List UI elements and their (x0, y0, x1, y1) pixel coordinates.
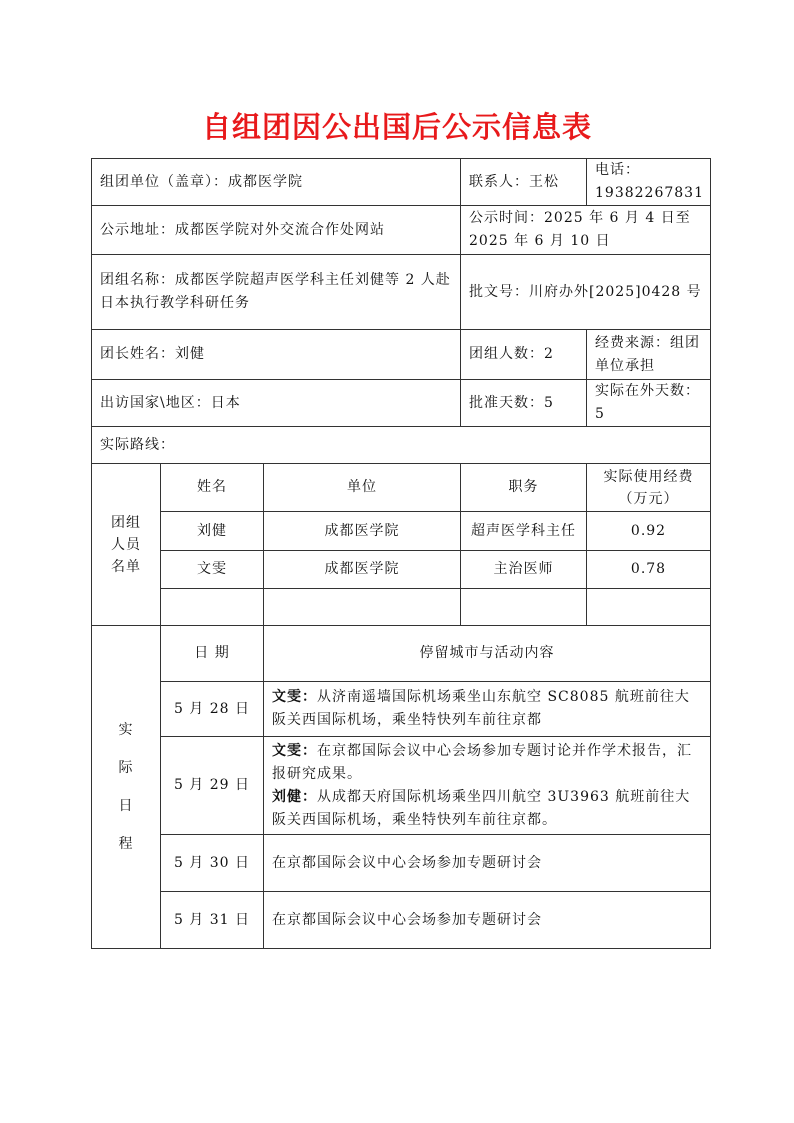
schedule-content (264, 682, 711, 737)
period-cell: 公示时间：2025 年 6 月 4 日至 2025 年 6 月 10 日 (461, 206, 711, 255)
member-row-empty (92, 589, 711, 626)
empty-cell (264, 589, 461, 626)
schedule-date: 5 月 30 日 (161, 835, 264, 892)
member-name: 刘健 (161, 512, 264, 551)
members-section-label (92, 464, 161, 626)
schedule-label-char: 日 (118, 798, 134, 814)
activity-text: 从成都天府国际机场乘坐四川航空 3U3963 航班前往大阪关西国际机场，乘坐特快列车前往京都。 (272, 788, 691, 828)
country-cell: 出访国家\地区：日本 (92, 380, 461, 427)
schedule-label-char: 实 (118, 722, 134, 738)
member-name: 文雯 (161, 551, 264, 589)
phone-cell: 电话：19382267831 (587, 159, 711, 206)
person-name: 文雯： (272, 742, 317, 759)
schedule-label-char: 际 (118, 760, 134, 776)
leader-cell: 团长姓名：刘健 (92, 330, 461, 380)
schedule-section-label (92, 626, 161, 949)
approved-days-cell: 批准天数：5 (461, 380, 587, 427)
header-content: 停留城市与活动内容 (264, 626, 711, 682)
header-cost (587, 464, 711, 512)
funding-source-cell: 经费来源：组团单位承担 (587, 330, 711, 380)
info-table (91, 158, 711, 949)
member-position: 主治医师 (461, 551, 587, 589)
header-name: 姓名 (161, 464, 264, 512)
schedule-row (92, 737, 711, 835)
schedule-date: 5 月 28 日 (161, 682, 264, 737)
group-name-cell: 团组名称：成都医学院超声医学科主任刘健等 2 人赴日本执行教学科研任务 (92, 255, 461, 330)
page-title: 自组团因公出国后公示信息表 (201, 110, 592, 144)
schedule-date: 5 月 29 日 (161, 737, 264, 835)
empty-cell (461, 589, 587, 626)
route-row (92, 427, 711, 464)
members-label-line: 人员 (111, 536, 141, 553)
info-row (92, 255, 711, 330)
unit-cell: 组团单位（盖章）：成都医学院 (92, 159, 461, 206)
members-label-line: 团组 (111, 514, 141, 531)
header-cost-line1: 实际使用经费 (603, 468, 694, 485)
schedule-label-char: 程 (118, 836, 134, 852)
schedule-content: 在京都国际会议中心会场参加专题研讨会 (264, 892, 711, 949)
contact-cell: 联系人：王松 (461, 159, 587, 206)
info-row (92, 206, 711, 255)
group-size-cell: 团组人数：2 (461, 330, 587, 380)
member-cost: 0.92 (587, 512, 711, 551)
member-row (92, 512, 711, 551)
approval-no-cell: 批文号：川府办外[2025]0428 号 (461, 255, 711, 330)
activity-text: 从济南遥墙国际机场乘坐山东航空 SC8085 航班前往大阪关西国际机场，乘坐特快列车前往京都 (272, 689, 690, 728)
person-name: 文雯： (272, 689, 317, 705)
person-name: 刘健： (272, 788, 317, 805)
empty-cell (587, 589, 711, 626)
activity-text: 在京都国际会议中心会场参加专题讨论并作学术报告，汇报研究成果。 (272, 742, 692, 782)
members-header-row (92, 464, 711, 512)
header-unit: 单位 (264, 464, 461, 512)
header-position: 职务 (461, 464, 587, 512)
schedule-row (92, 682, 711, 737)
schedule-content (264, 737, 711, 835)
route-cell: 实际路线： (92, 427, 711, 464)
member-cost: 0.78 (587, 551, 711, 589)
actual-days-cell: 实际在外天数：5 (587, 380, 711, 427)
address-cell: 公示地址：成都医学院对外交流合作处网站 (92, 206, 461, 255)
member-position: 超声医学科主任 (461, 512, 587, 551)
schedule-row (92, 892, 711, 949)
info-row (92, 159, 711, 206)
empty-cell (161, 589, 264, 626)
schedule-header-row (92, 626, 711, 682)
header-date: 日 期 (161, 626, 264, 682)
info-row (92, 330, 711, 380)
member-unit: 成都医学院 (264, 512, 461, 551)
schedule-row (92, 835, 711, 892)
member-unit: 成都医学院 (264, 551, 461, 589)
info-row (92, 380, 711, 427)
schedule-content: 在京都国际会议中心会场参加专题研讨会 (264, 835, 711, 892)
header-cost-line2: （万元） (618, 490, 679, 507)
member-row (92, 551, 711, 589)
members-label-line: 名单 (111, 558, 141, 575)
schedule-date: 5 月 31 日 (161, 892, 264, 949)
